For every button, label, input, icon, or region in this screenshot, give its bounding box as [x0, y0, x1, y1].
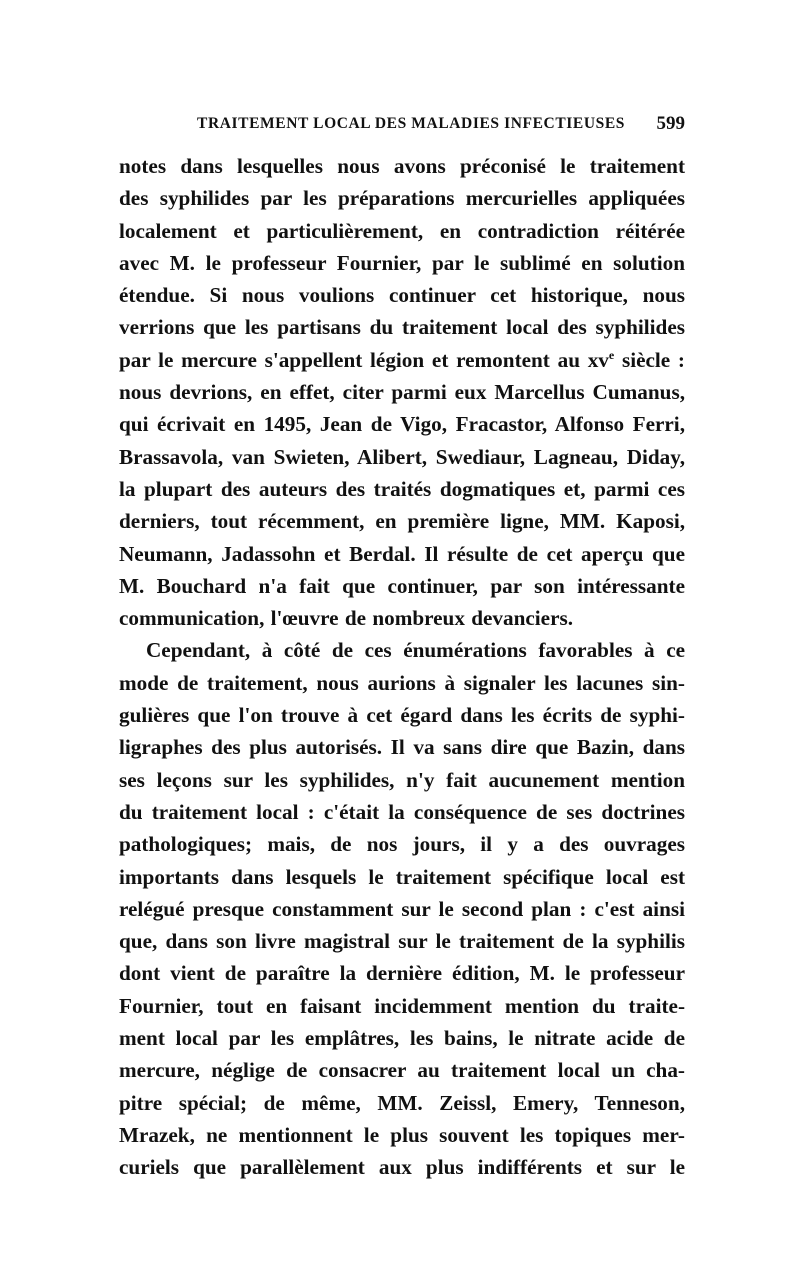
text-line: relégué presque constamment sur le second plan : c'est ainsi — [119, 896, 685, 921]
text-segment: par le mercure s'appellent légion et remontent au xv — [119, 347, 609, 372]
text-line: qui écrivait en 1495, Jean de Vigo, Fracastor, Alfonso Ferri, — [119, 412, 685, 437]
text-line: notes dans lesquelles nous avons préconisé le traitement — [119, 154, 685, 178]
text-line: Neumann, Jadassohn et Berdal. Il résulte de cet aperçu que — [119, 541, 685, 566]
text-line — [119, 344, 685, 376]
text-line: mode de traitement, nous aurions à signaler les lacunes sin- — [119, 670, 685, 695]
text-line: curiels que parallèlement aux plus indifférents et sur le — [119, 1155, 685, 1180]
text-line: gulières que l'on trouve à cet égard dans les écrits de syphi- — [119, 703, 685, 728]
text-line: mercure, néglige de consacrer au traitement local un cha- — [119, 1058, 685, 1083]
text-line: pitre spécial; de même, MM. Zeissl, Emery, Tenneson, — [119, 1090, 685, 1115]
text-line: Fournier, tout en faisant incidemment mention du traite- — [119, 993, 685, 1018]
text-line: verrions que les partisans du traitement local des syphilides — [119, 315, 685, 340]
body-text — [119, 150, 685, 1184]
text-line: nous devrions, en effet, citer parmi eux Marcellus Cumanus, — [119, 380, 685, 405]
text-line: des syphilides par les préparations mercurielles appliquées — [119, 186, 685, 211]
text-line: la plupart des auteurs des traités dogmatiques et, parmi ces — [119, 476, 685, 501]
text-line: localement et particulièrement, en contradiction réitérée — [119, 218, 685, 243]
century-superscript: e — [608, 347, 615, 362]
text-line: communication, l'œuvre de nombreux devanciers. — [119, 606, 574, 631]
text-line: derniers, tout récemment, en première ligne, MM. Kaposi, — [119, 509, 685, 534]
text-segment: siècle : — [614, 347, 685, 372]
text-line: Mrazek, ne mentionnent le plus souvent les topiques mer- — [119, 1122, 685, 1147]
text-line: Cependant, à côté de ces énumérations favorables à ce — [146, 638, 685, 663]
text-line: M. Bouchard n'a fait que continuer, par son intéressante — [119, 573, 685, 598]
text-line: importants dans lesquels le traitement spécifique local est — [119, 864, 685, 889]
running-title: TRAITEMENT LOCAL DES MALADIES INFECTIEUSES — [197, 115, 626, 132]
text-line: dont vient de paraître la dernière édition, M. le professeur — [119, 961, 685, 986]
text-line: étendue. Si nous voulions continuer cet historique, nous — [119, 283, 685, 308]
text-line: avec M. le professeur Fournier, par le sublimé en solution — [119, 250, 685, 275]
text-line: ment local par les emplâtres, les bains, le nitrate acide de — [119, 1026, 685, 1051]
text-line: ses leçons sur les syphilides, n'y fait aucunement mention — [119, 767, 685, 792]
text-line: que, dans son livre magistral sur le traitement de la syphilis — [119, 929, 685, 954]
text-line: du traitement local : c'était la conséquence de ses doctrines — [119, 799, 685, 824]
text-line: pathologiques; mais, de nos jours, il y a des ouvrages — [119, 832, 685, 857]
page-number: 599 — [656, 113, 685, 134]
text-line: ligraphes des plus autorisés. Il va sans dire que Bazin, dans — [119, 735, 685, 760]
running-head — [119, 113, 685, 139]
text-line: Brassavola, van Swieten, Alibert, Swediaur, Lagneau, Diday, — [119, 444, 685, 469]
